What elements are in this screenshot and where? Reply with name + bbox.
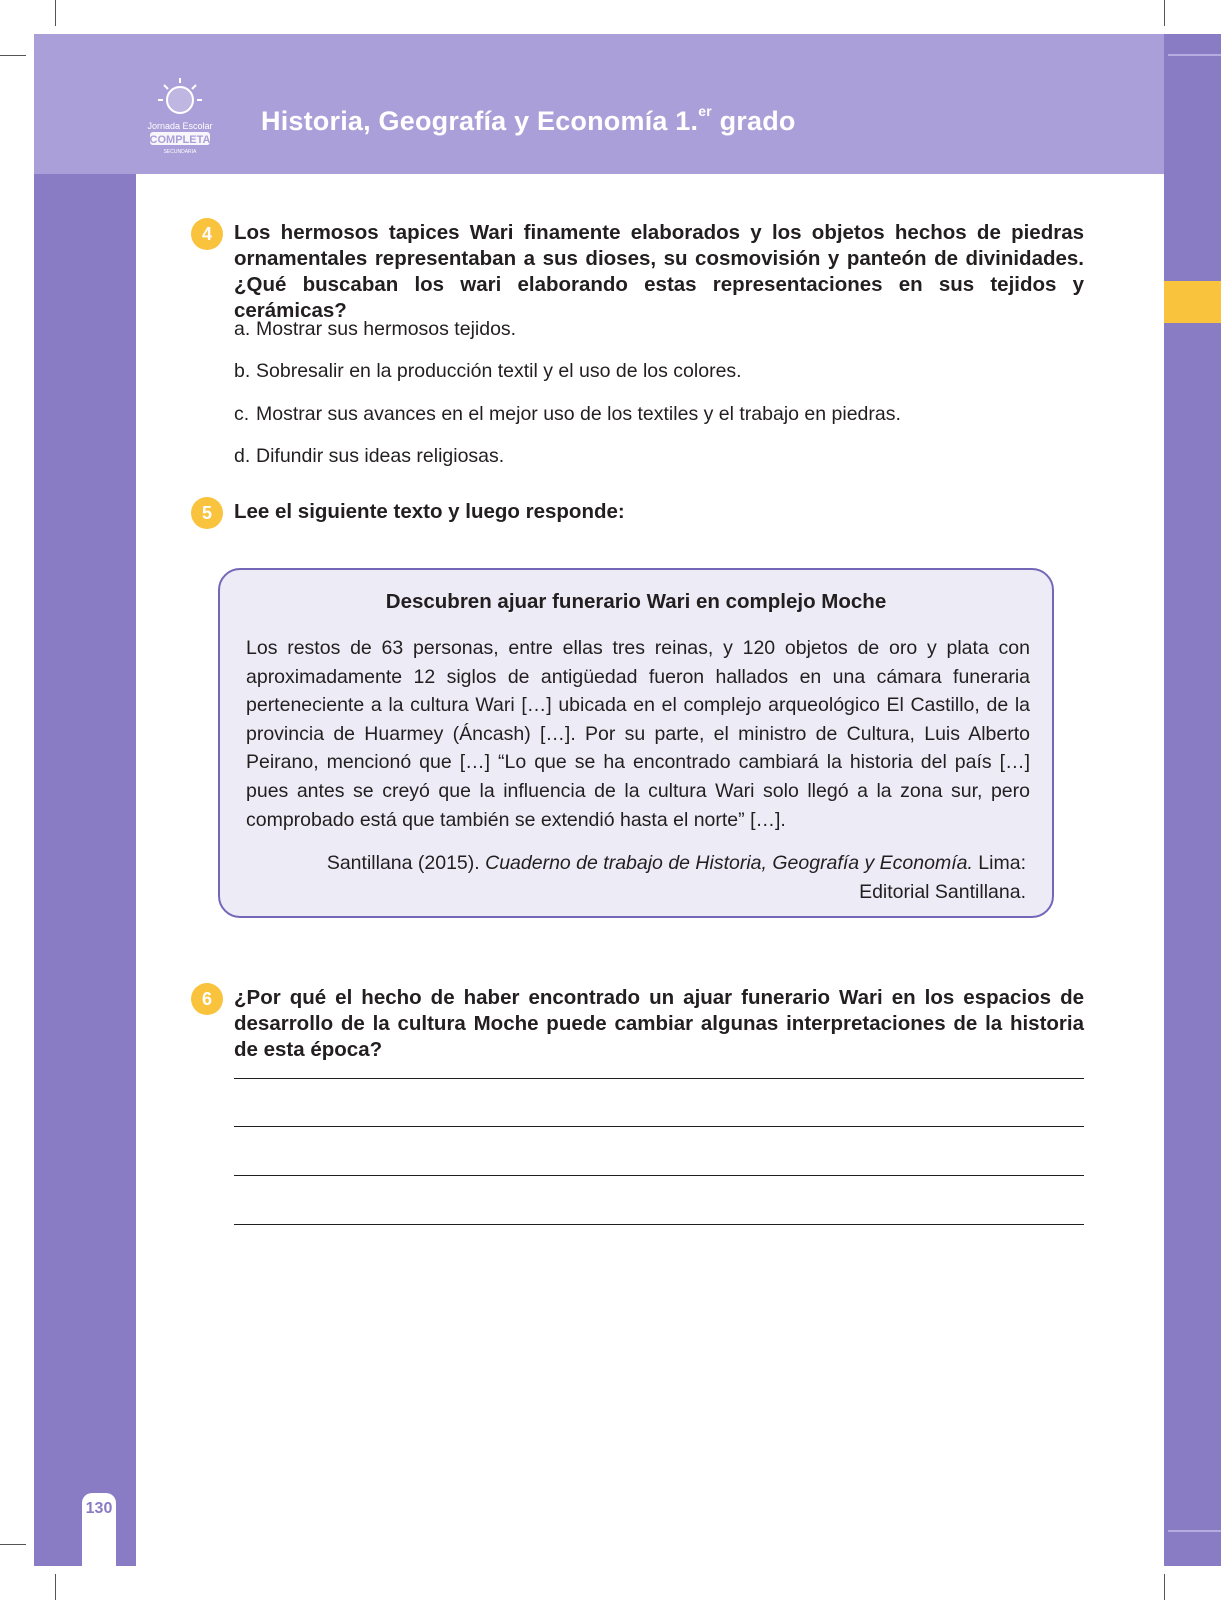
crop-mark xyxy=(55,0,56,26)
answer-option: d. Difundir sus ideas religiosas. xyxy=(234,445,505,467)
right-side-bar xyxy=(1164,34,1221,1566)
answer-line[interactable] xyxy=(234,1175,1084,1176)
logo-line2: COMPLETA xyxy=(149,134,211,146)
sun-logo-icon xyxy=(108,58,228,158)
answer-option: b. Sobresalir en la producción textil y el uso de los colores. xyxy=(234,360,742,382)
reading-body: Los restos de 63 personas, entre ellas tres reinas, y 120 objetos de oro y plata con aproximadamente 12 siglos de antigüedad fueron hallados en una cámara funeraria perteneciente a la cultura Wari […] ubicada en el complejo arqueológico El Castillo, de la provincia de Huarmey (Áncash) […]. Por su parte, el ministro de Cultura, Luis Alberto Peirano, mencionó que […] “Lo que se ha encontrado cambiará la historia del país […] pues antes se creyó que la influencia de la cultura Wari solo llegó a la zona sur, pero comprobado está que también se extendió hasta el norte” […]. xyxy=(246,637,1030,831)
answer-option: c. Mostrar sus avances en el mejor uso de los textiles y el trabajo en piedras. xyxy=(234,403,901,425)
logo-line3: SECUNDARIA xyxy=(163,149,197,155)
answer-line[interactable] xyxy=(234,1224,1084,1225)
left-side-bar xyxy=(34,34,136,1566)
logo-line1: Jornada Escolar xyxy=(147,121,213,131)
crop-mark xyxy=(1164,0,1165,26)
answer-line[interactable] xyxy=(234,1126,1084,1127)
question-text: Lee el siguiente texto y luego responde: xyxy=(234,500,625,523)
crop-mark xyxy=(1164,1574,1165,1600)
crop-mark xyxy=(0,1544,26,1545)
question-number-badge: 5 xyxy=(191,497,223,529)
question-text: Los hermosos tapices Wari finamente elaborados y los objetos hechos de piedras ornamentales representaban a sus dioses, su cosmovisión y panteón de divinidades. ¿Qué buscaban los wari elaborando estas representaciones en sus tejidos y cerámicas? xyxy=(234,221,1084,322)
question-number-badge: 6 xyxy=(191,983,223,1015)
crop-mark xyxy=(55,1574,56,1600)
crop-mark xyxy=(0,55,26,56)
reading-title: Descubren ajuar funerario Wari en complejo Moche xyxy=(385,590,887,613)
answer-line[interactable] xyxy=(234,1078,1084,1079)
title-superscript: er xyxy=(698,103,712,119)
question-text: ¿Por qué el hecho de haber encontrado un ajuar funerario Wari en los espacios de desarrollo de la cultura Moche puede cambiar algunas interpretaciones de la historia de esta época? xyxy=(234,986,1084,1061)
reading-box xyxy=(218,568,1054,918)
question-number-badge: 4 xyxy=(191,218,223,250)
reading-source: Santillana (2015). Cuaderno de trabajo de Historia, Geografía y Economía. Lima: Editorial Santillana. xyxy=(326,852,1026,903)
section-tab xyxy=(1164,281,1221,323)
answer-option: a. Mostrar sus hermosos tejidos. xyxy=(234,318,517,340)
page-number: 130 xyxy=(85,1500,113,1517)
page-title: Historia, Geografía y Economía 1.$^{er}$ grado xyxy=(261,103,796,136)
